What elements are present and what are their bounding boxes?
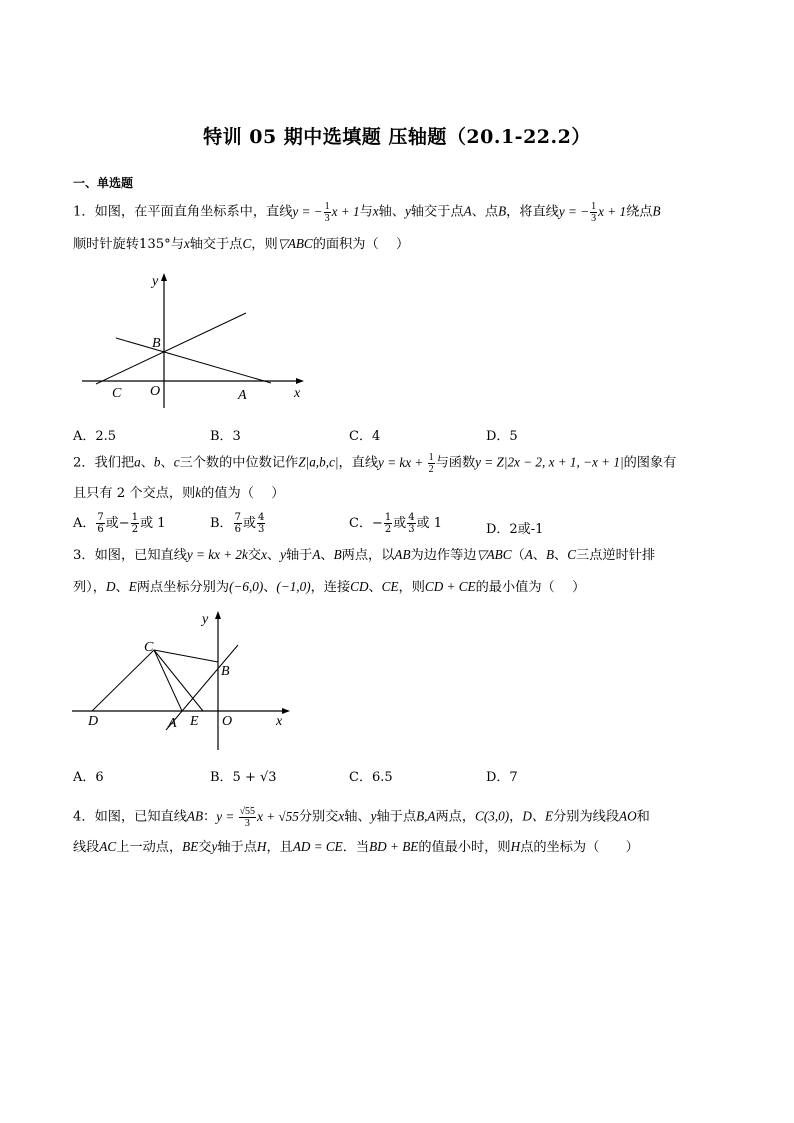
q3-text: 、 xyxy=(368,580,382,595)
q4-text: 的值最小时，则 xyxy=(418,840,511,855)
q3-text: 、 xyxy=(263,580,277,595)
q1-text: 轴交于点 xyxy=(410,204,464,220)
segment-cb xyxy=(154,650,218,662)
q4-equation: y = $\frac{√55}{3}$ x + √55 xyxy=(216,806,299,829)
q1-option-d[interactable]: D．5 xyxy=(486,429,518,444)
q2-text: 且只有 2 个交点，则 xyxy=(73,486,196,501)
q3-var: AB xyxy=(394,547,411,562)
q1-option-a[interactable]: A．2.5 xyxy=(73,429,117,444)
q3-text: 、 xyxy=(554,548,568,563)
q3-equation: y = kx + 2k xyxy=(186,547,248,562)
q3-text: 列）， xyxy=(73,580,106,595)
q4-points: D、E xyxy=(522,808,554,824)
segment-ca xyxy=(154,650,182,711)
q3-var: B xyxy=(545,547,555,562)
label-a: A xyxy=(238,388,247,403)
q4-text: 分别交 xyxy=(298,809,339,825)
q2-text: 的图象有 xyxy=(623,455,677,471)
q2-option-text: 或 1 xyxy=(140,516,166,531)
segment-cd xyxy=(92,650,154,711)
q1-text: 轴交于点 xyxy=(189,237,243,252)
q3-var: y xyxy=(280,547,286,562)
q3-option-d[interactable]: D．7 xyxy=(486,770,518,785)
q4-text: 两点， xyxy=(435,809,476,825)
q4-points: B,A xyxy=(416,808,436,824)
label-x: x xyxy=(276,714,283,729)
q4-text: ： xyxy=(203,809,217,825)
fraction: $\frac{1}{2}$ xyxy=(384,512,392,535)
q1-text: 顺时针旋转135°与 xyxy=(73,237,184,252)
q3-option-a[interactable]: A．6 xyxy=(73,770,104,785)
q1-var: x xyxy=(372,203,379,219)
q2-var: c xyxy=(173,454,180,470)
q4-var: AC xyxy=(99,839,117,854)
q1-text: 、点 xyxy=(471,204,499,220)
label-b: B xyxy=(152,336,161,351)
q3-coord-e: (−1,0) xyxy=(276,579,311,594)
y-axis-arrow xyxy=(215,611,221,619)
q1-triangle: ▽ABC xyxy=(277,236,313,251)
q2-text: ，直线 xyxy=(338,455,379,471)
q4-text: 分别为线段 xyxy=(553,809,620,825)
label-y: y xyxy=(152,274,159,289)
q3-var: C xyxy=(567,547,577,562)
q4-text: 交 xyxy=(198,840,212,855)
q2-option-d[interactable]: D．2或-1 xyxy=(486,522,544,537)
q2-option-text: 或 xyxy=(242,516,256,531)
q2-option-a[interactable]: A． $\frac{7}{6}$ 或− $\frac{1}{2}$ 或 1 xyxy=(73,512,166,535)
q3-var: D xyxy=(105,579,116,594)
q4-text: ．当 xyxy=(342,840,370,855)
label-e: E xyxy=(190,714,199,729)
page-title: 特训 05 期中选填题 压轴题（20.1-22.2） xyxy=(203,126,591,148)
q2-option-label: C． xyxy=(349,516,372,531)
q4-var: H xyxy=(256,839,267,854)
q2-option-c[interactable]: C．− $\frac{1}{2}$ 或 $\frac{4}{3}$ 或 1 xyxy=(349,512,443,535)
q3-figure xyxy=(68,605,298,755)
q4-text: 和 xyxy=(636,809,650,825)
q3-text: 、 xyxy=(532,548,546,563)
q1-text: ，则 xyxy=(251,237,278,252)
q1-equation-1: y = − $\frac{1}{3}$ x + 1 xyxy=(292,201,360,224)
q4-expression: BD + BE xyxy=(369,839,419,854)
q3-text: （ xyxy=(511,548,525,563)
q1-var: x xyxy=(183,236,190,251)
q1-text: 的面积为（ ） xyxy=(312,237,410,252)
label-y: y xyxy=(202,612,209,627)
q3-var: A xyxy=(312,547,321,562)
label-o: O xyxy=(222,714,233,729)
q3-option-b[interactable]: B．5 + √3 xyxy=(210,770,277,785)
q3-var: CE xyxy=(381,579,399,594)
segment-ce xyxy=(154,650,203,711)
fraction: $\frac{7}{6}$ xyxy=(234,512,241,535)
q3-text: 、 xyxy=(320,548,334,563)
q4-text: 轴、 xyxy=(344,809,371,825)
x-axis-arrow xyxy=(282,708,290,714)
q3-var: E xyxy=(128,579,137,594)
x-axis-arrow xyxy=(296,378,304,384)
q3-text: 、 xyxy=(115,580,129,595)
fraction: $\frac{7}{6}$ xyxy=(97,512,104,535)
q3-text: 为边作等边 xyxy=(410,548,477,563)
q1-text: ，将直线 xyxy=(506,204,559,220)
q4-text: 线段 xyxy=(73,840,100,855)
q4-condition: AD = CE xyxy=(292,839,343,854)
section-heading: 一、单选题 xyxy=(73,176,134,190)
fraction: $\frac{4}{3}$ xyxy=(408,512,415,535)
q3-var: CD xyxy=(350,579,369,594)
q1-var: C xyxy=(242,236,252,251)
q3-text: 3．如图，已知直线 xyxy=(73,548,187,563)
q2-text: 三个数的中位数记作 xyxy=(179,455,299,471)
q4-coord-c: C(3,0) xyxy=(475,808,510,824)
q2-option-label: B． xyxy=(210,516,233,531)
q4-line-1 xyxy=(73,806,650,829)
q3-text: 的最小值为（ ） xyxy=(475,580,586,595)
q1-option-b[interactable]: B．3 xyxy=(210,429,241,444)
q2-option-text: 或 1 xyxy=(416,516,443,531)
label-o: O xyxy=(150,384,161,399)
q1-line-1 xyxy=(73,201,661,224)
line-ab xyxy=(116,338,271,383)
q4-text: ， xyxy=(509,809,523,825)
q3-line-1 xyxy=(73,545,655,566)
q4-text: 轴于点 xyxy=(217,840,257,855)
q4-var: x xyxy=(338,808,345,824)
q3-option-c[interactable]: C．6.5 xyxy=(349,770,393,785)
q4-var: H xyxy=(510,839,521,854)
q2-line-1 xyxy=(73,452,676,475)
q2-text: 的值为（ ） xyxy=(201,486,285,501)
q2-equation-2: y = Z|2x − 2, x + 1, −x + 1| xyxy=(475,454,624,470)
q2-text: 2．我们把 xyxy=(73,455,135,471)
q2-option-text: 或 xyxy=(393,516,407,531)
q2-var: a xyxy=(134,454,141,470)
q2-text: 、 xyxy=(160,455,174,471)
q4-text: ，且 xyxy=(266,840,293,855)
q2-text: 与函数 xyxy=(435,455,476,471)
label-x: x xyxy=(294,386,301,401)
q4-var: AO xyxy=(619,808,637,824)
q2-var: k xyxy=(195,485,202,500)
q1-text: 绕点 xyxy=(626,204,653,220)
q1-text: 轴、 xyxy=(378,204,406,220)
q1-text: 与 xyxy=(359,204,373,220)
q1-var: y xyxy=(405,203,411,219)
q1-var: B xyxy=(652,203,661,219)
q2-var: b xyxy=(153,454,161,470)
q1-var: B xyxy=(498,203,507,219)
q4-text: 上一动点， xyxy=(116,840,183,855)
q4-var: y xyxy=(370,808,377,824)
label-c: C xyxy=(112,386,122,401)
q1-option-c[interactable]: C．4 xyxy=(349,429,381,444)
q3-text: 交 xyxy=(247,548,262,563)
fraction: $\frac{4}{3}$ xyxy=(257,512,265,535)
label-a: A xyxy=(168,716,177,731)
line-bc xyxy=(96,313,246,384)
q4-text: 轴于点 xyxy=(376,809,417,825)
q1-var: A xyxy=(463,203,472,219)
label-c: C xyxy=(144,640,154,655)
q3-var: B xyxy=(333,547,342,562)
q3-var: x xyxy=(261,547,267,562)
fraction: $\frac{1}{2}$ xyxy=(131,512,139,535)
q2-option-text: 或 xyxy=(105,516,119,531)
q4-line-2 xyxy=(73,837,639,858)
q3-coord-d: (−6,0) xyxy=(229,579,264,594)
q4-var: y xyxy=(211,839,218,854)
q4-text: 4．如图，已知直线 xyxy=(73,809,187,825)
y-axis-arrow xyxy=(161,273,167,281)
q3-var: A xyxy=(524,547,533,562)
q2-median-notation: Z|a,b,c| xyxy=(298,454,339,470)
q3-text: 两点坐标分别为 xyxy=(136,580,230,595)
q4-text: 点的坐标为（ ） xyxy=(520,840,639,855)
q4-var: BE xyxy=(182,839,199,854)
q3-triangle: ▽ABC xyxy=(476,547,512,562)
q1-line-2 xyxy=(73,234,409,255)
q3-expression: CD + CE xyxy=(424,579,476,594)
q1-text: 1．如图，在平面直角坐标系中，直线 xyxy=(73,204,293,220)
q3-text: 轴于 xyxy=(285,548,313,563)
q2-text: 、 xyxy=(140,455,154,471)
q3-text: ，连接 xyxy=(310,580,351,595)
q3-text: 、 xyxy=(266,548,281,563)
q3-text: 两点，以 xyxy=(341,548,395,563)
q2-option-label: A． xyxy=(73,516,96,531)
q2-option-b[interactable] xyxy=(210,512,266,535)
q3-text: ，则 xyxy=(398,580,425,595)
label-b: B xyxy=(221,664,230,679)
q3-line-2 xyxy=(73,577,585,598)
q2-line-2 xyxy=(73,483,284,504)
q3-text: 三点逆时针排 xyxy=(576,548,656,563)
q1-equation-2: y = − $\frac{1}{3}$ x + 1 xyxy=(558,201,627,224)
q2-equation-1: y = kx + $\frac{1}{2}$ xyxy=(378,452,434,475)
label-d: D xyxy=(88,714,99,729)
q4-var: AB xyxy=(186,808,204,824)
q1-figure xyxy=(76,270,316,415)
